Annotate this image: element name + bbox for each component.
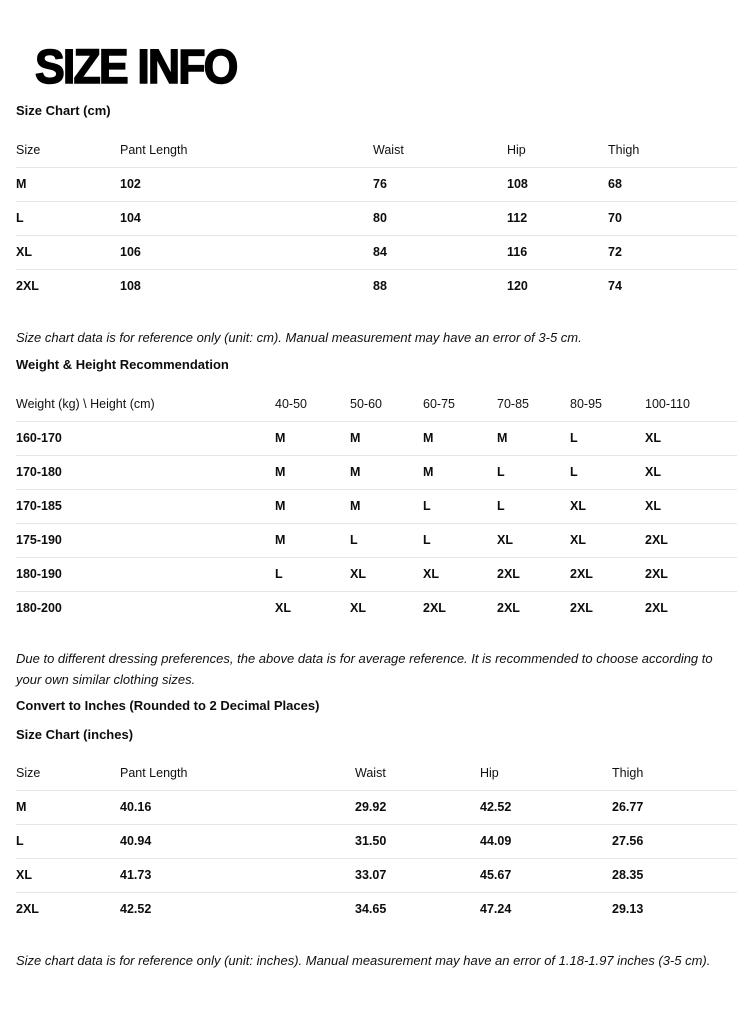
weight-height-table [16, 388, 737, 625]
section-size-chart-inches [16, 698, 737, 971]
table-cell: XL [16, 868, 32, 882]
table-row [16, 168, 737, 202]
table-row [16, 422, 737, 456]
column-header: Weight (kg) \ Height (cm) [16, 397, 155, 411]
table-cell: 170-180 [16, 465, 62, 479]
table-cell: M [350, 465, 361, 479]
table-cell: L [350, 533, 358, 547]
table-cell: 2XL [16, 902, 39, 916]
section-weight-height [16, 357, 737, 690]
table-row [16, 490, 737, 524]
table-row [16, 592, 737, 626]
table-cell: 28.35 [612, 868, 644, 882]
table-cell: L [423, 533, 431, 547]
table-cell: 2XL [645, 601, 668, 615]
table-cell: 40.94 [120, 834, 152, 848]
table-cell: L [570, 431, 578, 445]
table-cell: 33.07 [355, 868, 387, 882]
table-row [16, 202, 737, 236]
column-header: 40-50 [275, 397, 307, 411]
table-cell: 112 [507, 211, 528, 225]
table-cell: 42.52 [480, 800, 512, 814]
table-cell: M [350, 431, 361, 445]
table-row [16, 524, 737, 558]
table-cell: 180-190 [16, 567, 62, 581]
table-row [16, 893, 737, 927]
table-cell: M [275, 499, 286, 513]
table-cell: XL [570, 499, 586, 513]
table-cell: L [16, 211, 24, 225]
column-header: Hip [507, 143, 526, 157]
table-cell: 26.77 [612, 800, 644, 814]
table-cell: XL [16, 245, 32, 259]
column-header: 60-75 [423, 397, 455, 411]
column-header: Size [16, 766, 41, 780]
table-cell: XL [350, 567, 366, 581]
size-chart-inches-note: Size chart data is for reference only (unit: inches). Manual measurement may have an error of 1.18-1.97 inches (3-5 cm). [16, 953, 711, 968]
table-cell: XL [645, 431, 661, 445]
table-cell: 2XL [645, 567, 668, 581]
table-cell: M [275, 465, 286, 479]
table-cell: 72 [608, 245, 622, 259]
table-cell: L [570, 465, 578, 479]
table-cell: XL [645, 499, 661, 513]
table-row [16, 825, 737, 859]
table-cell: 2XL [570, 601, 593, 615]
table-cell: 106 [120, 245, 141, 259]
table-cell: M [16, 800, 27, 814]
table-cell: M [16, 177, 27, 191]
table-cell: M [497, 431, 508, 445]
table-row [16, 236, 737, 270]
table-row [16, 558, 737, 592]
table-cell: 2XL [570, 567, 593, 581]
table-cell: 84 [373, 245, 387, 259]
table-cell: M [275, 431, 286, 445]
table-cell: 44.09 [480, 834, 512, 848]
table-cell: M [275, 533, 286, 547]
table-cell: M [350, 499, 361, 513]
table-cell: 31.50 [355, 834, 387, 848]
table-cell: XL [570, 533, 586, 547]
table-cell: 76 [373, 177, 387, 191]
header-row [16, 757, 737, 791]
table-cell: 80 [373, 211, 387, 225]
table-cell: XL [497, 533, 513, 547]
table-row [16, 456, 737, 490]
table-cell: M [423, 431, 434, 445]
header-row [16, 388, 737, 422]
column-header: Waist [355, 766, 386, 780]
column-header: 70-85 [497, 397, 529, 411]
table-cell: 70 [608, 211, 622, 225]
table-cell: L [497, 465, 505, 479]
column-header: Pant Length [120, 766, 188, 780]
table-cell: 180-200 [16, 601, 62, 615]
column-header: Thigh [608, 143, 640, 157]
weight-height-heading: Weight & Height Recommendation [16, 357, 229, 372]
table-cell: XL [275, 601, 291, 615]
table-cell: 42.52 [120, 902, 152, 916]
table-cell: XL [350, 601, 366, 615]
table-cell: 29.13 [612, 902, 644, 916]
table-row [16, 859, 737, 893]
table-cell: 27.56 [612, 834, 644, 848]
size-chart-inches-table [16, 757, 737, 926]
table-cell: L [275, 567, 283, 581]
table-cell: 68 [608, 177, 622, 191]
table-cell: 2XL [497, 567, 520, 581]
table-cell: 102 [120, 177, 141, 191]
table-cell: 170-185 [16, 499, 62, 513]
table-cell: 175-190 [16, 533, 62, 547]
column-header: Waist [373, 143, 404, 157]
size-chart-inches-heading: Size Chart (inches) [16, 727, 134, 742]
convert-to-inches-heading: Convert to Inches (Rounded to 2 Decimal Places) [16, 698, 320, 713]
column-header: Thigh [612, 766, 644, 780]
page-title: SIZE INFO [35, 41, 237, 94]
table-cell: 2XL [423, 601, 446, 615]
table-cell: 2XL [16, 279, 39, 293]
table-cell: 108 [120, 279, 141, 293]
table-cell: 104 [120, 211, 141, 225]
table-cell: 120 [507, 279, 528, 293]
column-header: 50-60 [350, 397, 382, 411]
column-header: Hip [480, 766, 499, 780]
table-cell: 34.65 [355, 902, 387, 916]
table-cell: 2XL [645, 533, 668, 547]
table-cell: M [423, 465, 434, 479]
column-header: 80-95 [570, 397, 602, 411]
table-cell: 41.73 [120, 868, 152, 882]
column-header: Size [16, 143, 41, 157]
table-cell: 74 [608, 279, 622, 293]
table-cell: 47.24 [480, 902, 512, 916]
table-cell: 88 [373, 279, 387, 293]
table-cell: 108 [507, 177, 528, 191]
section-size-chart-cm [16, 103, 737, 348]
weight-height-note: Due to different dressing preferences, the above data is for average reference. It is recommended to choose according to your own similar clothing sizes. [16, 651, 713, 687]
table-cell: XL [423, 567, 439, 581]
table-cell: 116 [507, 245, 528, 259]
table-cell: 160-170 [16, 431, 62, 445]
table-cell: L [16, 834, 24, 848]
table-row [16, 270, 737, 304]
size-info-page [0, 41, 750, 971]
size-chart-cm-note: Size chart data is for reference only (unit: cm). Manual measurement may have an error of 3-5 cm. [16, 330, 582, 345]
table-cell: L [497, 499, 505, 513]
table-cell: 29.92 [355, 800, 387, 814]
table-cell: 40.16 [120, 800, 152, 814]
column-header: 100-110 [645, 397, 690, 411]
table-cell: XL [645, 465, 661, 479]
table-cell: 2XL [497, 601, 520, 615]
size-chart-cm-heading: Size Chart (cm) [16, 103, 111, 118]
table-cell: L [423, 499, 431, 513]
table-row [16, 791, 737, 825]
column-header: Pant Length [120, 143, 188, 157]
header-row [16, 134, 737, 168]
table-cell: 45.67 [480, 868, 512, 882]
size-chart-cm-table [16, 134, 737, 303]
